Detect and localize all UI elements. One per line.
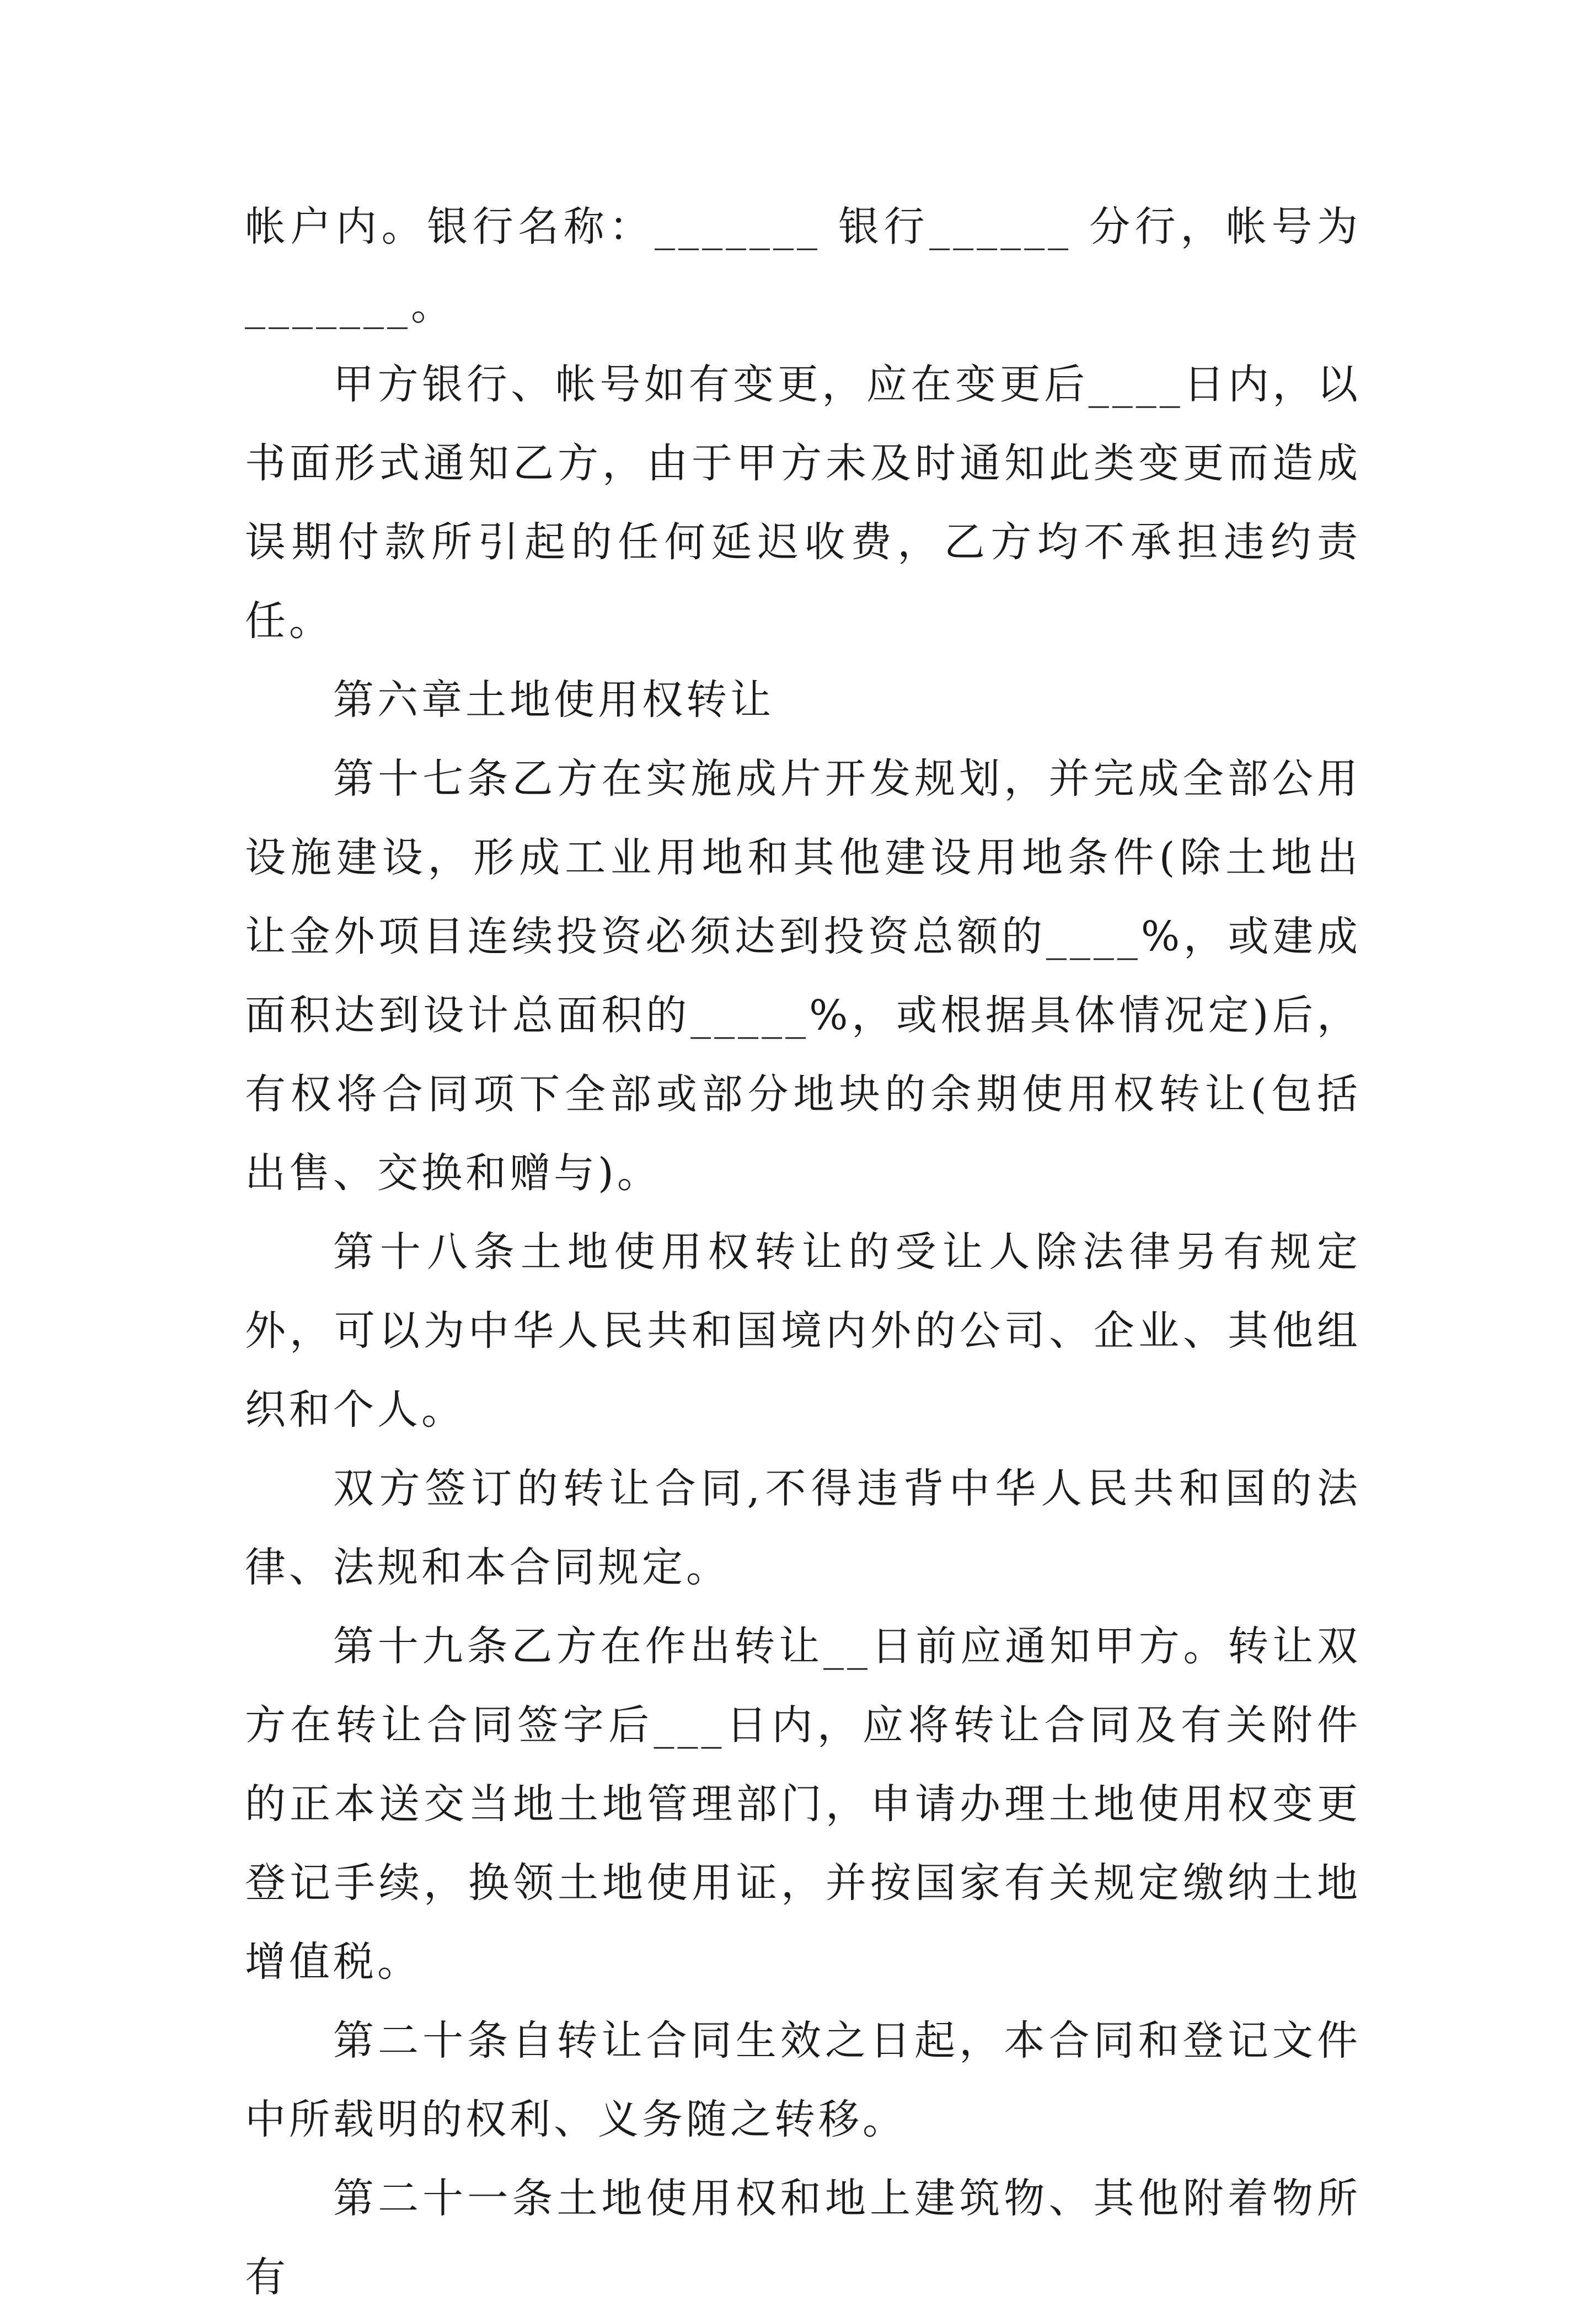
paragraph-article-17: 第十七条乙方在实施成片开发规划，并完成全部公用设施建设，形成工业用地和其他建设用地条件(除土地出让金外项目连续投资必须达到投资总额的____%，或建成面积达到设计总面积的_____%，或根据具体情况定)后，有权将合同项下全部或部分地块的余期使用权转让(包括出售、交换和赠与)。 bbox=[245, 755, 1361, 1197]
document-body bbox=[245, 188, 1361, 2317]
paragraph-transfer-contract: 双方签订的转让合同,不得违背中华人民共和国的法律、法规和本合同规定。 bbox=[245, 1465, 1361, 1591]
chapter-heading: 第六章土地使用权转让 bbox=[333, 676, 774, 724]
paragraph-article-19: 第十九条乙方在作出转让__日前应通知甲方。转让双方在转让合同签字后___日内，应将转让合同及有关附件的正本送交当地土地管理部门，申请办理土地使用权变更登记手续，换领土地使用证，并按国家有关规定缴纳土地增值税。 bbox=[245, 1623, 1361, 1986]
paragraph-article-18: 第十八条土地使用权转让的受让人除法律另有规定外，可以为中华人民共和国境内外的公司、企业、其他组织和个人。 bbox=[245, 1228, 1361, 1433]
paragraph-bank-account: 帐户内。银行名称：_______ 银行______ 分行，帐号为_______。 bbox=[245, 203, 1361, 329]
paragraph-article-20: 第二十条自转让合同生效之日起，本合同和登记文件中所载明的权利、义务随之转移。 bbox=[245, 2017, 1361, 2143]
paragraph-article-21: 第二十一条土地使用权和地上建筑物、其他附着物所有 bbox=[245, 2175, 1361, 2301]
paragraph-bank-change: 甲方银行、帐号如有变更，应在变更后____日内，以书面形式通知乙方，由于甲方未及时通知此类变更而造成误期付款所引起的任何延迟收费，乙方均不承担违约责任。 bbox=[245, 361, 1361, 645]
